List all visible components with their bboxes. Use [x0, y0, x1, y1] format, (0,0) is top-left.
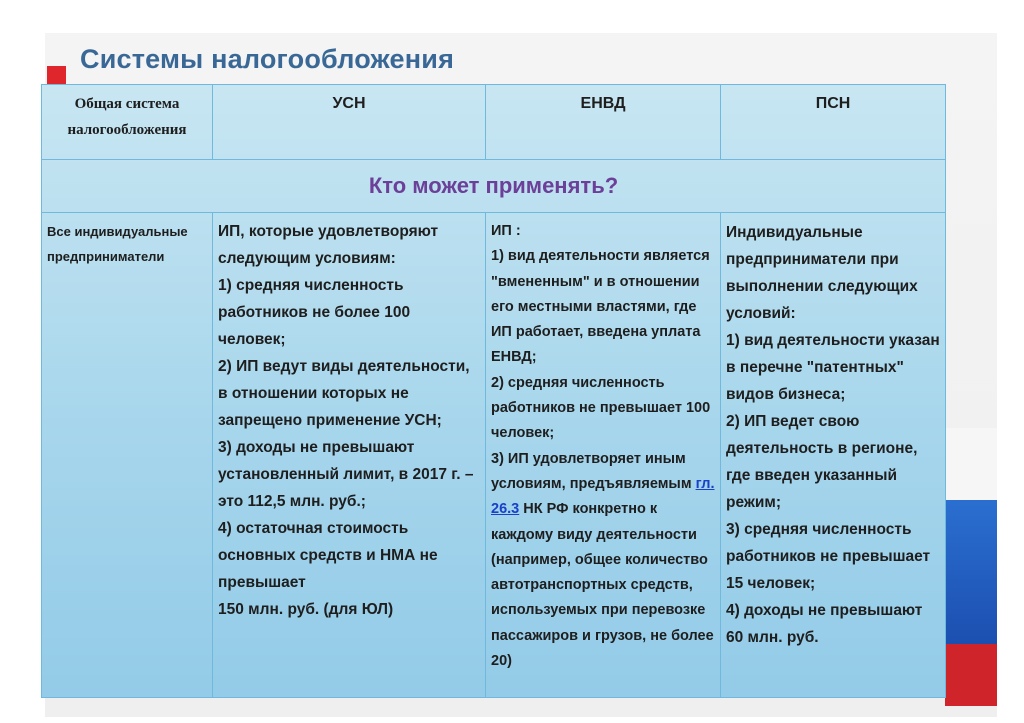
- slide-title: Системы налогообложения: [80, 44, 455, 74]
- envd-cell: [486, 213, 721, 698]
- header-envd: ЕНВД: [486, 85, 721, 160]
- envd-para: [491, 447, 716, 675]
- flag-stripe-blue: [945, 500, 997, 644]
- usn-para: 150 млн. руб. (для ЮЛ): [218, 601, 394, 618]
- usn-para: 4) остаточная стоимость основных средств и НМА не превышает: [218, 520, 438, 591]
- usn-para: 3) доходы не превышают установленный лимит, в 2017 г. – это 112,5 млн. руб.;: [218, 439, 474, 510]
- header-psn: ПСН: [721, 85, 946, 160]
- flag-stripe-white: [945, 428, 997, 500]
- general-cell: Все индивидуальные предприниматели: [42, 213, 213, 698]
- flag-stripe-red: [945, 644, 997, 706]
- content-row: [42, 213, 946, 698]
- envd-text: 3) ИП удовлетворяет иным условиям, предъявляемым: [491, 450, 696, 492]
- psn-para: 1) вид деятельности указан в перечне "патентных" видов бизнеса;: [726, 332, 940, 403]
- usn-para: 2) ИП ведут виды деятельности, в отношении которых не запрещено применение УСН;: [218, 358, 470, 429]
- envd-para: 2) средняя численность работников не превышает 100 человек;: [491, 374, 711, 442]
- chapter-26-3-link[interactable]: гл. 26.3: [491, 475, 715, 518]
- question-text: Кто может применять?: [368, 173, 619, 198]
- psn-cell: [721, 213, 946, 698]
- envd-para: 1) вид деятельности является "вмененным" и в отношении его местными властями, где ИП работает, введена уплата ЕНВД;: [491, 248, 710, 366]
- psn-para: Индивидуальные предприниматели при выполнении следующих условий:: [726, 224, 918, 322]
- psn-para: 4) доходы не превышают 60 млн. руб.: [726, 602, 923, 646]
- tax-systems-table: [41, 84, 946, 698]
- psn-para: 3) средняя численность работников не превышает 15 человек;: [726, 521, 931, 592]
- question-cell: [42, 160, 946, 213]
- header-usn: УСН: [213, 85, 486, 160]
- psn-para: 2) ИП ведет свою деятельность в регионе, где введен указанный режим;: [726, 413, 918, 511]
- envd-para: ИП :: [491, 223, 521, 239]
- usn-cell: [213, 213, 486, 698]
- header-row: [42, 85, 946, 160]
- envd-text: НК РФ конкретно к каждому виду деятельности (например, общее количество автотранспортных средств, используемых при перевозке пассажиров и грузов, не более 20): [491, 501, 714, 670]
- header-general: Общая система налогообложения: [42, 85, 213, 160]
- usn-para: ИП, которые удовлетворяют следующим условиям:: [218, 223, 439, 267]
- question-row: [42, 160, 946, 213]
- usn-para: 1) средняя численность работников не более 100 человек;: [218, 277, 411, 348]
- title-marker: [47, 66, 66, 85]
